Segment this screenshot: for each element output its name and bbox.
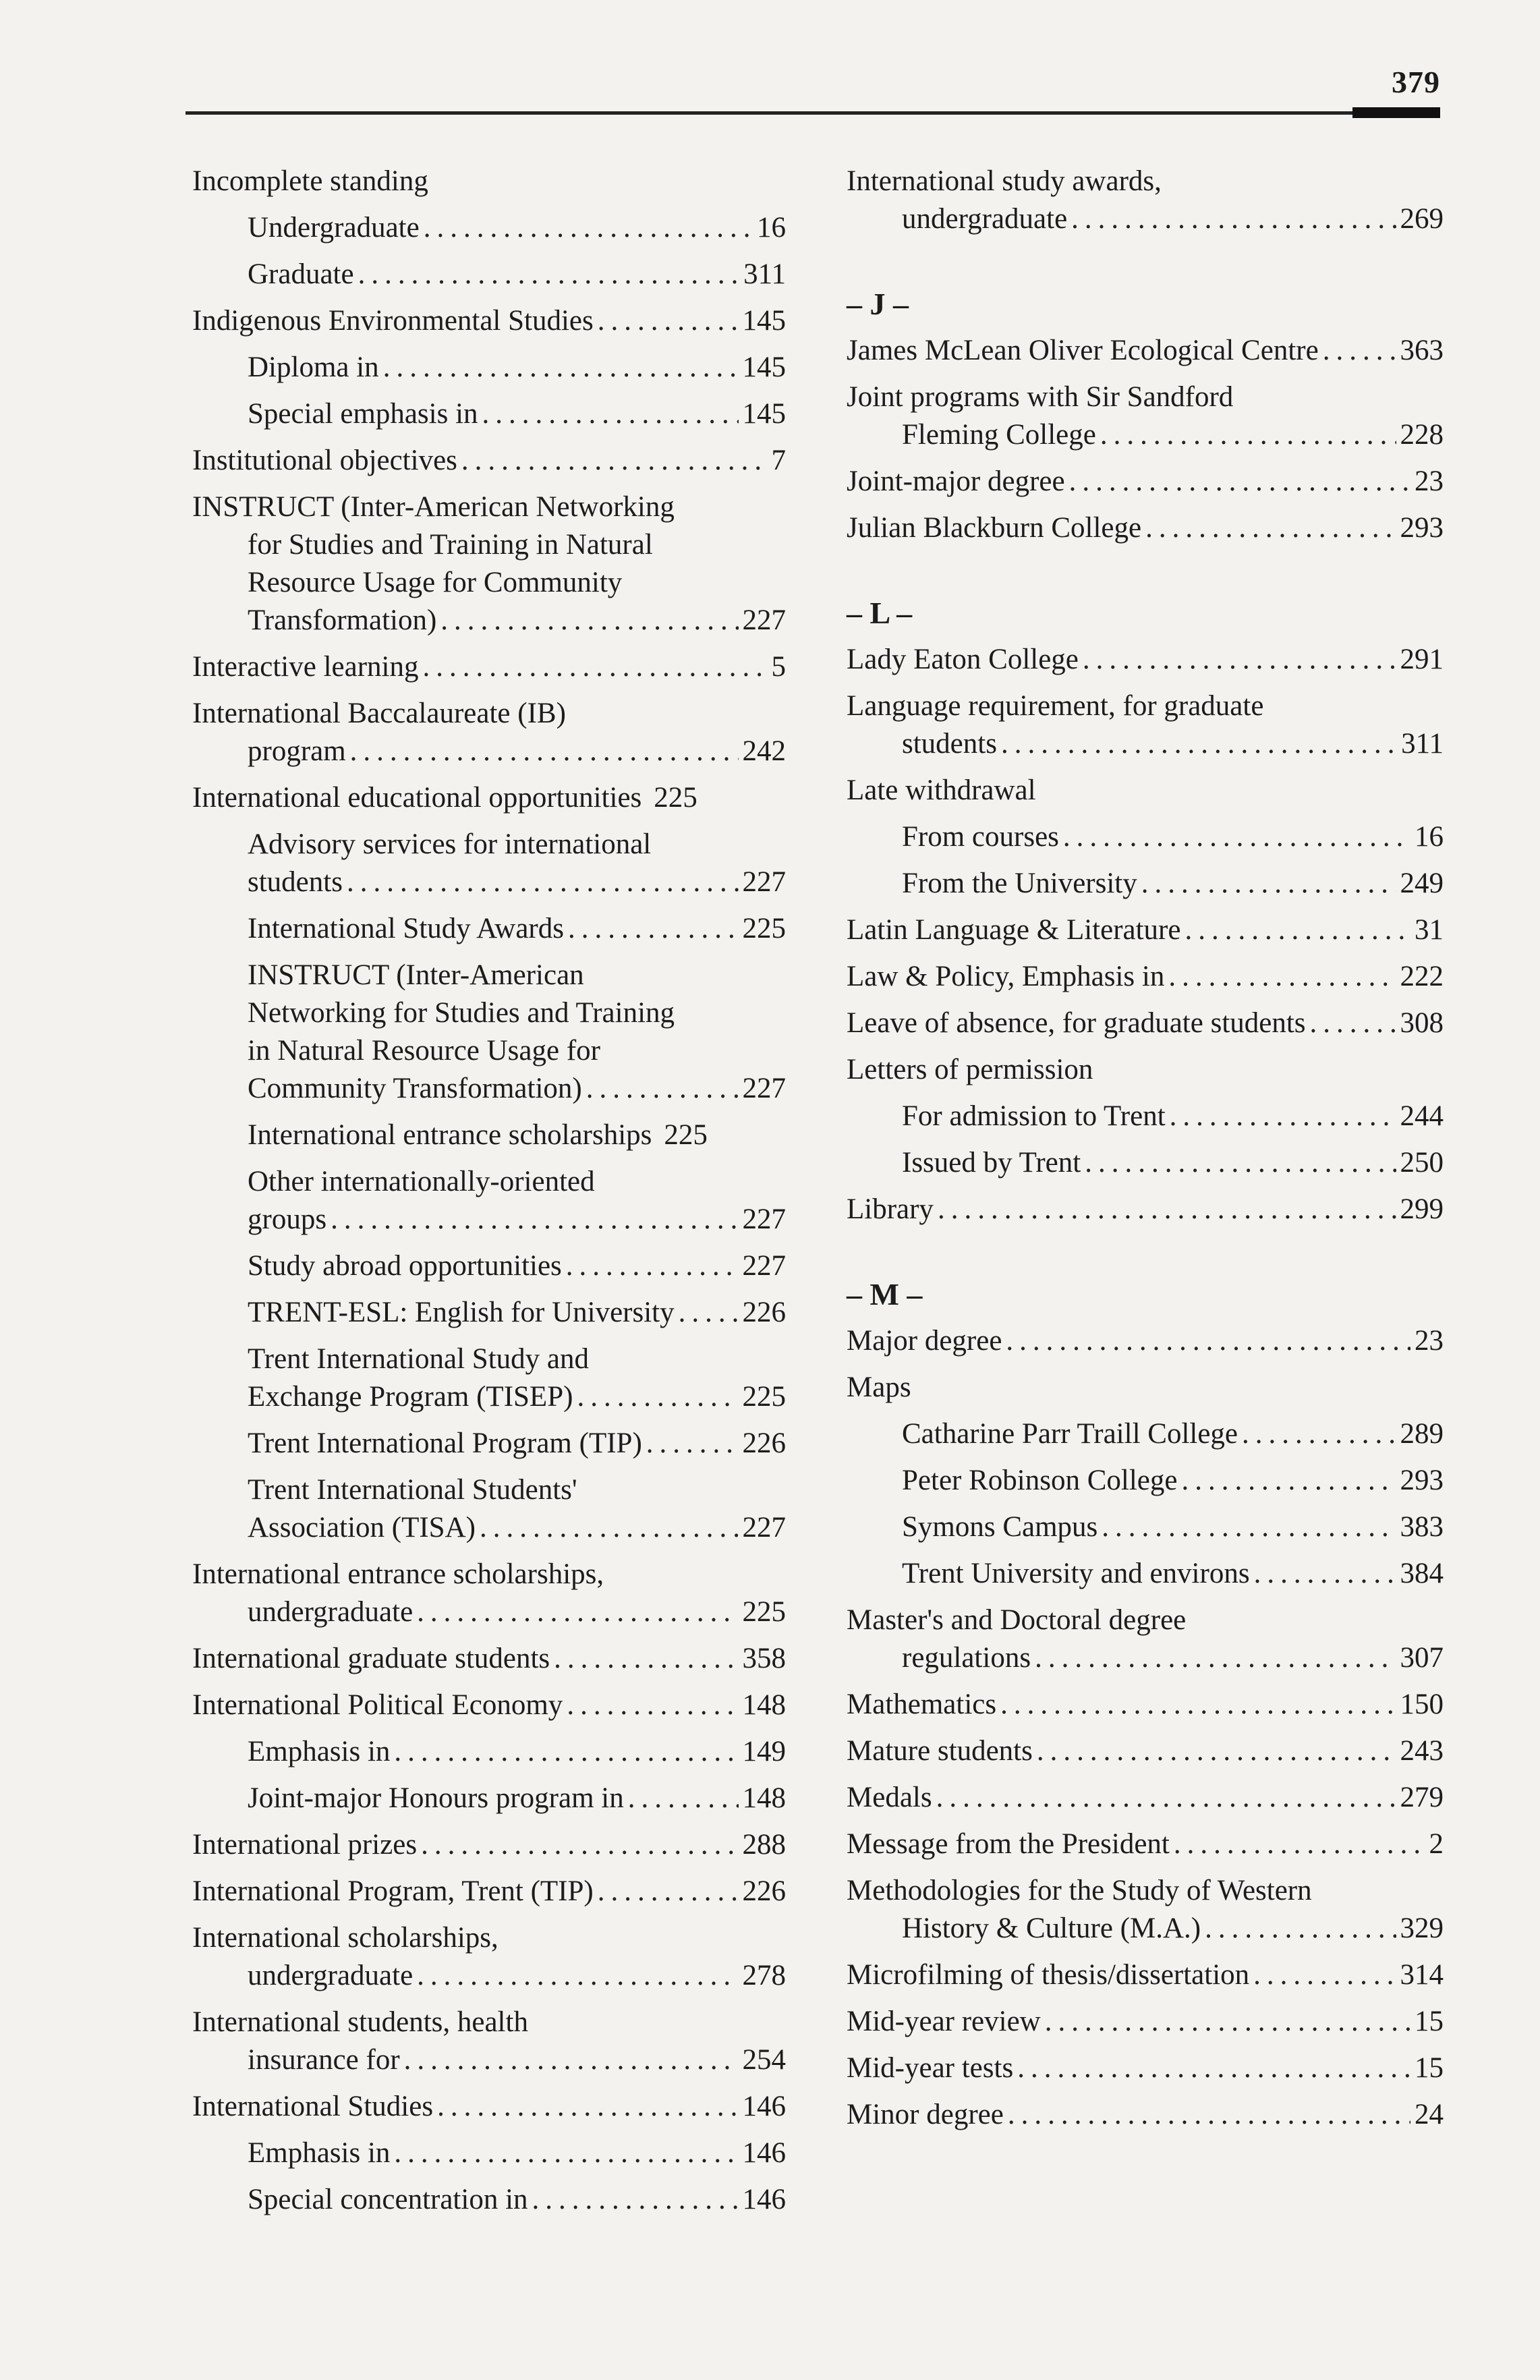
index-page-ref: 269: [1400, 203, 1444, 235]
header-rule: [186, 111, 1440, 115]
dot-leader: [1037, 1732, 1396, 1770]
index-entry-text: program: [248, 735, 346, 767]
dot-leader: [1170, 1098, 1396, 1135]
index-page-ref: 314: [1400, 1959, 1444, 1991]
index-page-ref: 227: [742, 604, 786, 636]
dot-leader: [1071, 200, 1396, 238]
dot-leader: [1323, 332, 1396, 370]
index-entry-text: students: [248, 866, 343, 898]
index-page-ref: 311: [743, 258, 786, 290]
index-entry: [847, 1051, 1444, 1089]
index-subentry: [192, 2134, 786, 2172]
index-page-ref: 278: [742, 1960, 786, 1991]
index-page-ref: 7: [771, 445, 786, 476]
index-entry: [847, 687, 1444, 763]
index-entry: [847, 1732, 1444, 1770]
dot-leader: [350, 733, 739, 770]
index-entry: [847, 911, 1444, 949]
index-entry-text: Leave of absence, for graduate students: [847, 1007, 1306, 1039]
dot-leader: [1008, 2096, 1410, 2134]
index-entry-text: Trent International Study and: [248, 1343, 589, 1375]
index-entry-text: Interactive learning: [192, 651, 419, 683]
dot-leader: [383, 349, 739, 387]
index-entry-text: Maps: [847, 1371, 911, 1403]
index-subentry: [192, 1116, 786, 1154]
dot-leader: [598, 302, 739, 340]
index-page-ref: 16: [757, 212, 786, 244]
index-subentry: [192, 1425, 786, 1463]
index-entry-text: TRENT-ESL: English for University: [248, 1297, 675, 1328]
index-page-ref: 307: [1400, 1642, 1444, 1674]
index-entry-text: Exchange Program (TISEP): [248, 1381, 573, 1413]
index-entry-text: Letters of permission: [847, 1054, 1093, 1085]
index-entry-text: Minor degree: [847, 2099, 1004, 2130]
dot-leader: [1185, 911, 1410, 949]
index-entry-text: International scholarships,: [192, 1922, 498, 1954]
index-entry-text: International Political Economy: [192, 1689, 563, 1721]
index-section-letter: – L –: [847, 596, 913, 630]
index-column-right: [847, 154, 1444, 2134]
dot-leader: [532, 2181, 739, 2219]
dot-leader: [586, 1070, 739, 1108]
index-page-ref: 291: [1400, 644, 1444, 675]
index-entry-text: Community Transformation): [248, 1073, 582, 1104]
index-section-letter: – M –: [847, 1277, 923, 1311]
index-entry-text: Trent University and environs: [902, 1558, 1250, 1589]
dot-leader: [424, 209, 753, 247]
index-page-ref: 24: [1415, 2099, 1444, 2130]
index-subentry: [847, 1098, 1444, 1135]
index-entry: [192, 1640, 786, 1678]
index-page-ref: 146: [742, 2184, 786, 2215]
index-subentry: [192, 826, 786, 901]
index-entry-text: International study awards,: [847, 165, 1162, 197]
index-page-ref: 244: [1400, 1100, 1444, 1132]
dot-leader: [422, 648, 767, 686]
index-page-ref: 15: [1415, 2052, 1444, 2084]
dot-leader: [1063, 818, 1410, 856]
index-entry: [847, 2049, 1444, 2087]
index-entry-text: International graduate students: [192, 1643, 550, 1674]
index-entry: [192, 2088, 786, 2126]
dot-leader: [936, 1779, 1396, 1817]
index-page-ref: 293: [1400, 1465, 1444, 1496]
index-entry-text: International Baccalaureate (IB): [192, 698, 566, 729]
index-entry-text: Medals: [847, 1782, 932, 1813]
index-entry-text: International Study Awards: [248, 913, 564, 944]
index-entry-text: Mid-year review: [847, 2006, 1041, 2037]
index-entry: [847, 378, 1444, 454]
index-page-ref: 227: [742, 1512, 786, 1543]
index-entry-text: Trent International Students': [248, 1474, 577, 1506]
index-page-ref: 242: [742, 735, 786, 767]
index-page-ref: 279: [1400, 1782, 1444, 1813]
index-entry-text: International prizes: [192, 1829, 418, 1861]
dot-leader: [1045, 2003, 1410, 2041]
dot-leader: [440, 602, 738, 640]
dot-leader: [1253, 1956, 1396, 1994]
dot-leader: [1001, 725, 1397, 763]
index-entry-text: Indigenous Environmental Studies: [192, 305, 594, 337]
index-page-ref: 148: [742, 1782, 786, 1814]
index-subentry: [847, 865, 1444, 903]
dot-leader: [1100, 416, 1396, 454]
index-entry-text: Emphasis in: [248, 1736, 391, 1767]
index-subentry: [192, 957, 786, 1108]
index-entry: [847, 163, 1444, 238]
index-entry: [847, 1369, 1444, 1407]
dot-leader: [1017, 2049, 1410, 2087]
index-page-ref: 226: [742, 1297, 786, 1328]
index-entry-text: History & Culture (M.A.): [902, 1913, 1201, 1944]
index-entry-text: Undergraduate: [248, 212, 420, 244]
dot-leader: [679, 1294, 739, 1332]
index-entry-text: Mathematics: [847, 1689, 997, 1720]
dot-leader: [1085, 1144, 1396, 1182]
index-entry-text: International entrance scholarships,: [192, 1558, 604, 1590]
index-page-ref: 358: [742, 1643, 786, 1674]
index-entry-text: Emphasis in: [248, 2137, 391, 2169]
index-entry: [847, 2096, 1444, 2134]
index-page-ref: 225: [664, 1119, 708, 1151]
index-entry: [847, 1322, 1444, 1360]
index-entry: [192, 1556, 786, 1631]
dot-leader: [1006, 1322, 1410, 1360]
index-entry: [847, 2003, 1444, 2041]
dot-leader: [461, 442, 768, 480]
index-entry: [192, 163, 786, 200]
index-entry: [847, 1191, 1444, 1228]
index-page-ref: 329: [1400, 1913, 1444, 1944]
index-subentry: [192, 910, 786, 948]
index-page-ref: 146: [742, 2091, 786, 2122]
index-page-ref: 5: [771, 651, 786, 683]
index-entry: [847, 1956, 1444, 1994]
index-entry-text: Catharine Parr Traill College: [902, 1418, 1238, 1450]
index-subentry: [192, 256, 786, 293]
index-entry-text: students: [902, 728, 997, 760]
index-page-ref: 243: [1400, 1735, 1444, 1767]
index-entry-text: Law & Policy, Emphasis in: [847, 961, 1165, 992]
index-column-left: [192, 154, 786, 2219]
index-entry-text: Mid-year tests: [847, 2052, 1014, 2084]
dot-leader: [1174, 1825, 1425, 1863]
dot-leader: [646, 1425, 739, 1463]
index-page-ref: 23: [1415, 1325, 1444, 1357]
index-entry-text: International educational opportunities: [192, 782, 642, 814]
index-entry: [192, 442, 786, 480]
index-page-ref: 31: [1415, 914, 1444, 946]
index-entry: [192, 695, 786, 770]
index-subentry: [847, 818, 1444, 856]
index-subentry: [847, 1415, 1444, 1453]
index-entry-text: Language requirement, for graduate: [847, 690, 1264, 722]
index-page-ref: 299: [1400, 1193, 1444, 1225]
index-entry-text: in Natural Resource Usage for: [248, 1035, 600, 1067]
index-entry-text: Diploma in: [248, 351, 379, 383]
index-entry-text: International entrance scholarships: [248, 1119, 652, 1151]
index-page-ref: 289: [1400, 1418, 1444, 1450]
index-entry-text: regulations: [902, 1642, 1031, 1674]
index-entry: [847, 958, 1444, 996]
index-entry-text: Issued by Trent: [902, 1147, 1081, 1179]
index-entry-text: James McLean Oliver Ecological Centre: [847, 335, 1319, 366]
index-entry-text: INSTRUCT (Inter-American: [248, 959, 584, 991]
index-entry-text: Special emphasis in: [248, 398, 478, 430]
dot-leader: [394, 1733, 738, 1771]
index-subentry: [192, 349, 786, 387]
index-entry-text: Other internationally-oriented: [248, 1166, 595, 1197]
index-page-ref: 228: [1400, 419, 1444, 451]
dot-leader: [1254, 1555, 1396, 1593]
index-page-ref: 384: [1400, 1558, 1444, 1589]
index-page-ref: 293: [1400, 512, 1444, 544]
dot-leader: [1000, 1686, 1396, 1724]
index-entry-text: INSTRUCT (Inter-American Networking: [192, 491, 675, 523]
index-page-ref: 308: [1400, 1007, 1444, 1039]
index-entry: [192, 488, 786, 640]
dot-leader: [480, 1509, 739, 1547]
index-page-ref: 148: [742, 1689, 786, 1721]
index-entry-text: undergraduate: [902, 203, 1068, 235]
index-entry-text: Resource Usage for Community: [248, 567, 623, 598]
index-subentry: [192, 1780, 786, 1817]
index-page-ref: 145: [742, 398, 786, 430]
index-entry: [192, 1919, 786, 1995]
index-entry-text: Latin Language & Literature: [847, 914, 1181, 946]
index-page-ref: 227: [742, 1203, 786, 1235]
index-page-ref: 225: [742, 1596, 786, 1628]
index-entry: [192, 779, 786, 817]
index-entry-text: Special concentration in: [248, 2184, 528, 2215]
dot-leader: [598, 1873, 739, 1910]
dot-leader: [1145, 509, 1396, 547]
dot-leader: [1141, 865, 1396, 903]
index-entry-text: International Program, Trent (TIP): [192, 1875, 594, 1907]
index-entry: [847, 1872, 1444, 1948]
index-entry-text: for Studies and Training in Natural: [248, 529, 653, 561]
dot-leader: [417, 1957, 738, 1995]
index-subentry: [847, 1144, 1444, 1182]
index-entry-text: Institutional objectives: [192, 445, 457, 476]
index-entry-text: Association (TISA): [248, 1512, 476, 1543]
index-subentry: [192, 1733, 786, 1771]
index-subentry: [192, 1340, 786, 1416]
index-entry-text: Trent International Program (TIP): [248, 1427, 642, 1459]
dot-leader: [1069, 463, 1410, 501]
index-entry-text: Mature students: [847, 1735, 1033, 1767]
dot-leader: [1102, 1508, 1396, 1546]
index-entry: [847, 641, 1444, 679]
dot-leader: [628, 1780, 739, 1817]
dot-leader: [577, 1378, 738, 1416]
index-page-ref: 16: [1415, 821, 1444, 853]
index-subentry: [192, 1471, 786, 1547]
index-entry: [192, 1826, 786, 1864]
index-entry-text: groups: [248, 1203, 327, 1235]
index-page-ref: 226: [742, 1427, 786, 1459]
index-entry-text: Late withdrawal: [847, 774, 1036, 806]
index-subentry: [847, 1462, 1444, 1500]
index-page-ref: 288: [742, 1829, 786, 1861]
index-entry-text: undergraduate: [248, 1596, 413, 1628]
index-entry: [192, 1687, 786, 1724]
index-page-ref: 150: [1400, 1689, 1444, 1720]
index-entry-text: Networking for Studies and Training: [248, 997, 675, 1029]
index-entry-text: From the University: [902, 868, 1137, 899]
index-entry-text: Microfilming of thesis/dissertation: [847, 1959, 1250, 1991]
index-entry-text: Joint-major Honours program in: [248, 1782, 624, 1814]
dot-leader: [938, 1191, 1396, 1228]
index-page-ref: 225: [742, 1381, 786, 1413]
index-entry-text: Methodologies for the Study of Western: [847, 1875, 1312, 1906]
index-entry: [847, 1004, 1444, 1042]
index-entry-text: Incomplete standing: [192, 165, 428, 197]
index-page-ref: 15: [1415, 2006, 1444, 2037]
index-subentry: [192, 1247, 786, 1285]
index-page-ref: 2: [1429, 1828, 1444, 1860]
dot-leader: [568, 910, 739, 948]
index-page-ref: 145: [742, 305, 786, 337]
index-entry-text: Joint programs with Sir Sandford: [847, 381, 1234, 413]
index-subentry: [847, 1508, 1444, 1546]
dot-leader: [1083, 641, 1396, 679]
index-entry: [847, 509, 1444, 547]
index-page-ref: 225: [654, 782, 697, 814]
index-entry-text: Julian Blackburn College: [847, 512, 1142, 544]
index-entry-text: International students, health: [192, 2006, 528, 2038]
index-entry: [847, 332, 1444, 370]
index-page-ref: 227: [742, 866, 786, 898]
dot-leader: [482, 395, 739, 433]
page-number: 379: [1392, 65, 1440, 99]
index-entry-text: Graduate: [248, 258, 354, 290]
index-subentry: [847, 1555, 1444, 1593]
index-entry-text: From courses: [902, 821, 1059, 853]
index-page-ref: 226: [742, 1875, 786, 1907]
index-page-ref: 222: [1400, 961, 1444, 992]
dot-leader: [358, 256, 740, 293]
index-subentry: [192, 395, 786, 433]
index-page-ref: 363: [1400, 335, 1444, 366]
dot-leader: [394, 2134, 738, 2172]
index-page-ref: 227: [742, 1250, 786, 1282]
index-entry-text: Peter Robinson College: [902, 1465, 1178, 1496]
index-entry-text: undergraduate: [248, 1960, 413, 1991]
index-page-ref: 227: [742, 1073, 786, 1104]
dot-leader: [1242, 1415, 1396, 1453]
index-page-ref: 23: [1415, 465, 1444, 497]
index-entry-text: Fleming College: [902, 419, 1096, 451]
dot-leader: [417, 1593, 738, 1631]
index-entry-text: For admission to Trent: [902, 1100, 1166, 1132]
index-subentry: [192, 1294, 786, 1332]
index-entry-text: insurance for: [248, 2044, 400, 2076]
index-entry-text: Library: [847, 1193, 934, 1225]
dot-leader: [566, 1247, 739, 1285]
index-page-ref: 146: [742, 2137, 786, 2169]
dot-leader: [1310, 1004, 1396, 1042]
index-entry: [192, 648, 786, 686]
index-entry: [192, 1873, 786, 1910]
index-entry-text: Lady Eaton College: [847, 644, 1079, 675]
index-entry: [847, 1779, 1444, 1817]
index-entry-text: Message from the President: [847, 1828, 1170, 1860]
dot-leader: [331, 1201, 738, 1239]
index-page-ref: 145: [742, 351, 786, 383]
dot-leader: [421, 1826, 738, 1864]
dot-leader: [347, 863, 739, 901]
index-page-ref: 383: [1400, 1511, 1444, 1543]
index-entry-text: Joint-major degree: [847, 465, 1065, 497]
index-page-ref: 311: [1401, 728, 1444, 760]
index-subentry: [192, 2181, 786, 2219]
dot-leader: [554, 1640, 738, 1678]
index-entry-text: Transformation): [248, 604, 437, 636]
index-subentry: [192, 209, 786, 247]
dot-leader: [1181, 1462, 1396, 1500]
dot-leader: [1205, 1910, 1396, 1948]
index-page-ref: 250: [1400, 1147, 1444, 1179]
header-block: [1352, 107, 1440, 118]
index-page-ref: 249: [1400, 868, 1444, 899]
index-entry-text: Major degree: [847, 1325, 1002, 1357]
index-entry: [192, 2004, 786, 2079]
index-entry-text: Advisory services for international: [248, 828, 652, 860]
dot-leader: [1168, 958, 1396, 996]
index-entry: [847, 772, 1444, 810]
dot-leader: [437, 2088, 738, 2126]
dot-leader: [404, 2041, 739, 2079]
index-subentry: [192, 1163, 786, 1239]
index-page-ref: 254: [742, 2044, 786, 2076]
index-entry: [847, 1686, 1444, 1724]
index-page-ref: 149: [742, 1736, 786, 1767]
dot-leader: [567, 1687, 738, 1724]
index-entry-text: International Studies: [192, 2091, 434, 2122]
index-entry-text: Master's and Doctoral degree: [847, 1604, 1187, 1636]
index-entry-text: Study abroad opportunities: [248, 1250, 562, 1282]
index-entry: [192, 302, 786, 340]
index-section-letter: – J –: [847, 287, 909, 321]
index-entry: [847, 1825, 1444, 1863]
index-entry: [847, 1602, 1444, 1677]
index-page-ref: 225: [742, 913, 786, 944]
page-header: [186, 64, 1440, 118]
index-entry-text: Symons Campus: [902, 1511, 1098, 1543]
index-entry: [847, 463, 1444, 501]
dot-leader: [1035, 1639, 1396, 1677]
